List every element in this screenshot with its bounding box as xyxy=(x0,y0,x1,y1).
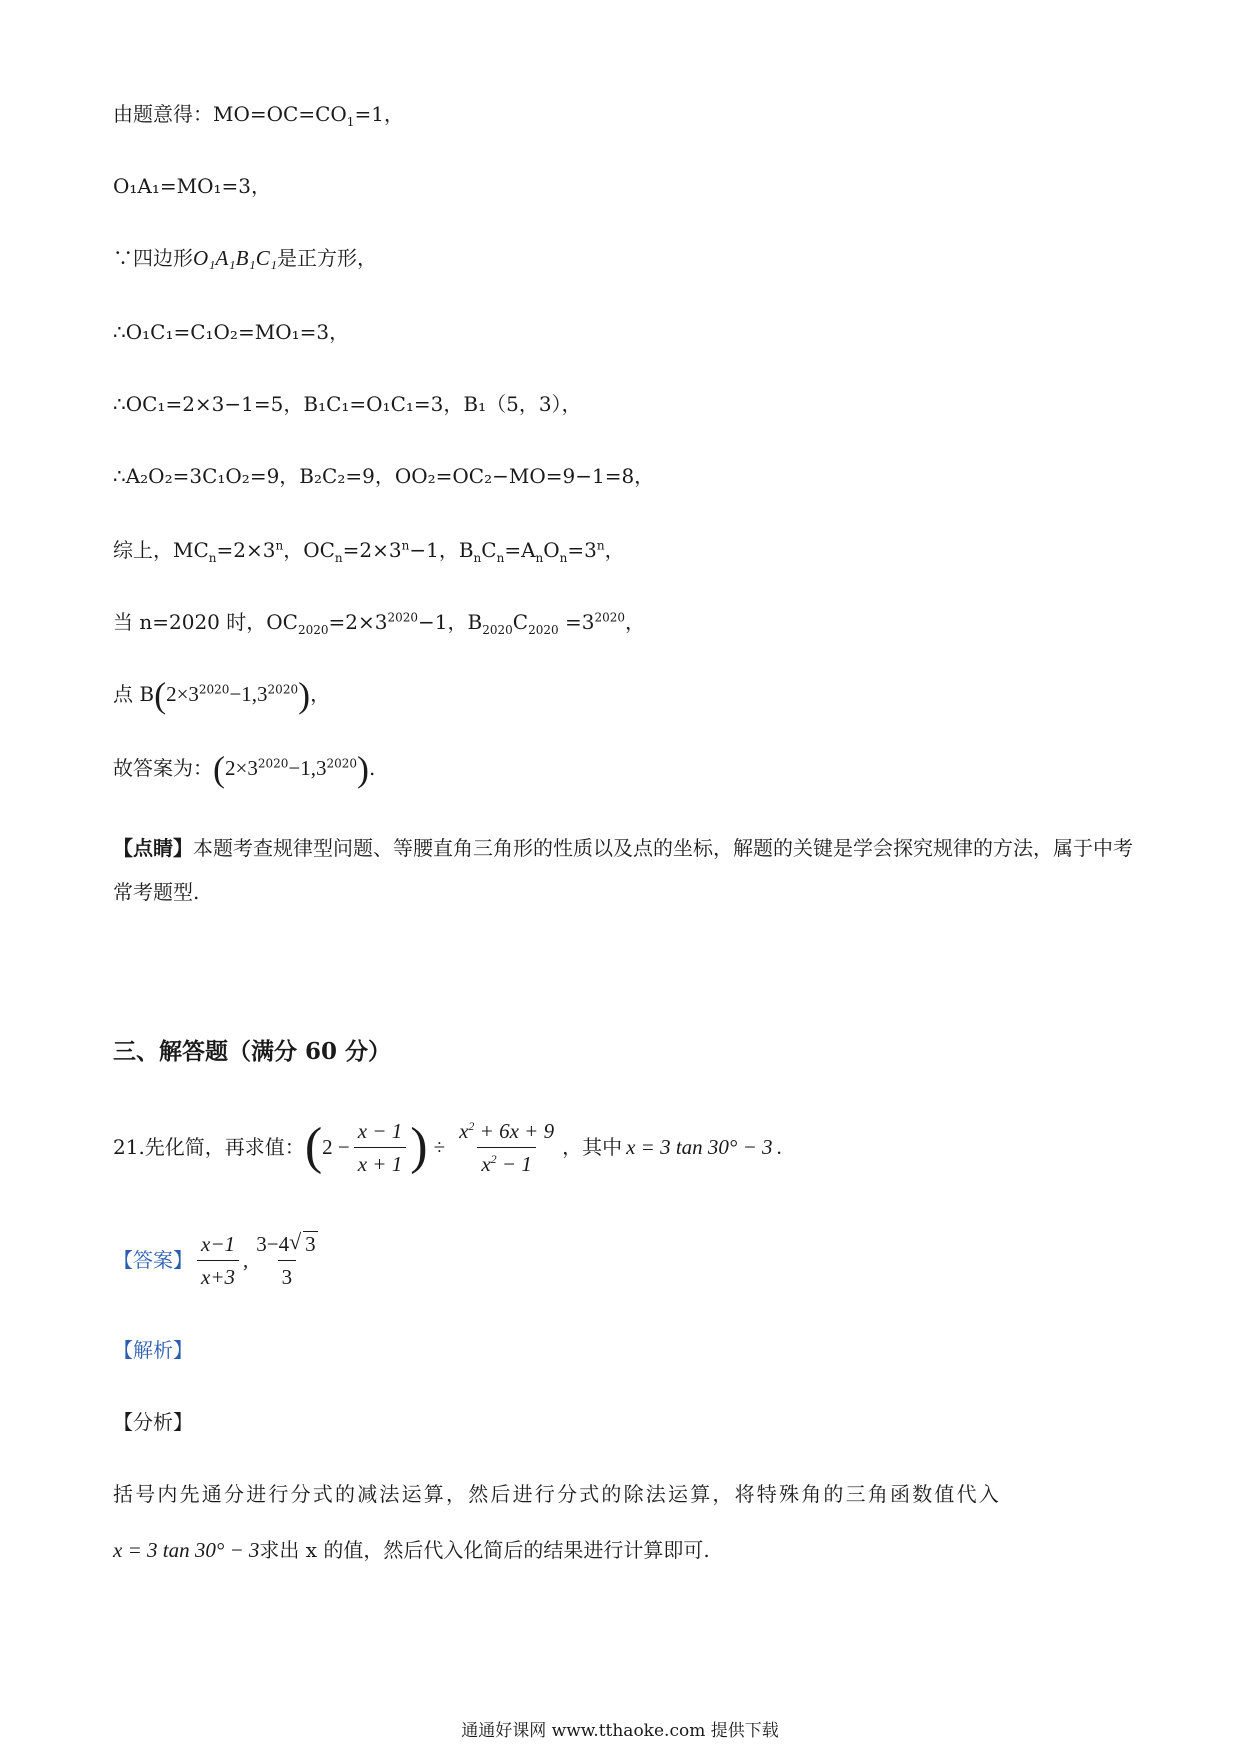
solution-line-9: 点 $B(2\times 3^{2020}-1,3^{2020})$， xyxy=(113,675,331,715)
right-paren: ) xyxy=(298,675,311,715)
fenxi-label: 【分析】 xyxy=(113,1410,193,1434)
right-paren: ) xyxy=(357,749,370,789)
dianjing-paragraph: 【点睛】本题考查规律型问题、等腰直角三角形的性质以及点的坐标，解题的关键是学会探究规律的方法，属于中考常考题型. xyxy=(113,836,1133,904)
solution-line-10: 故答案为：$(2\times 3^{2020}-1,3^{2020})$. xyxy=(113,749,376,789)
solution-line-4: ∴O₁C₁=C₁O₂=MO₁=3， xyxy=(113,320,350,344)
solution-line-3: ∵四边形O₁A₁B₁C₁是正方形， xyxy=(113,246,378,270)
left-paren: ( xyxy=(304,1118,323,1175)
fraction-x-minus-1-over-x-plus-1: $\frac{x - 1}{x + 1}$ xyxy=(354,1117,407,1178)
right-paren: ) xyxy=(410,1118,428,1175)
solution-line-7: 综上，$MC_n=2\times 3^n$，$OC_n=2\times 3^n-1$，$B_nC_n=A_nO_n=3^n$， xyxy=(113,538,625,565)
question-21: 21.先化简，再求值： ( 2 − $\frac{x - 1}{x + 1}$ ) ÷ $\frac{x^2 + 6x + 9}{x^2 - 1}$ ，其中 x = 3 tan 30° − 3 . xyxy=(113,1118,782,1176)
fraction-x2-6x-9-over-x2-1: $\frac{x^2 + 6x + 9}{x^2 - 1}$ xyxy=(459,1118,555,1176)
answer-fraction-1: $\frac{x-1}{x+3}$ xyxy=(197,1230,239,1291)
solution-line-8: 当 n=2020 时，$OC_{2020}=2\times 3^{2020}-1$，$B_{2020}C_{2020} =3^{2020}$， xyxy=(113,610,645,637)
section-title: 三、解答题（满分 60 分） xyxy=(113,1038,392,1065)
solution-line-1: 由题意得：$MO=OC=CO_1=1$， xyxy=(113,102,404,129)
solution-line-6: ∴A₂O₂=3C₁O₂=9，B₂C₂=9，OO₂=OC₂−MO=9−1=8， xyxy=(113,464,655,488)
answer-fraction-2: $\frac{3-4√ 3}{3}$ xyxy=(252,1230,321,1291)
solution-line-2: O₁A₁=MO₁=3， xyxy=(113,174,272,198)
left-paren: ( xyxy=(154,675,167,715)
analysis-line-1: 括号内先通分进行分式的减法运算，然后进行分式的除法运算，将特殊角的三角函数值代入 xyxy=(113,1482,1001,1506)
sqrt-symbol: √ 3 xyxy=(289,1230,318,1258)
analysis-line-2: x = 3 tan 30° − 3求出 x 的值，然后代入化简后的结果进行计算即可. xyxy=(113,1538,710,1562)
page-footer: 通通好课网 www.tthaoke.com 提供下载 xyxy=(461,1721,779,1741)
solution-line-5: ∴OC₁=2×3−1=5，B₁C₁=O₁C₁=3，B₁（5，3）， xyxy=(113,392,582,416)
answer-line: 【答案】 $\frac{x-1}{x+3}$ , $\frac{3-4√ 3}{3}$ xyxy=(113,1228,326,1292)
jiexi-label: 【解析】 xyxy=(113,1338,193,1362)
left-paren: ( xyxy=(213,749,225,789)
